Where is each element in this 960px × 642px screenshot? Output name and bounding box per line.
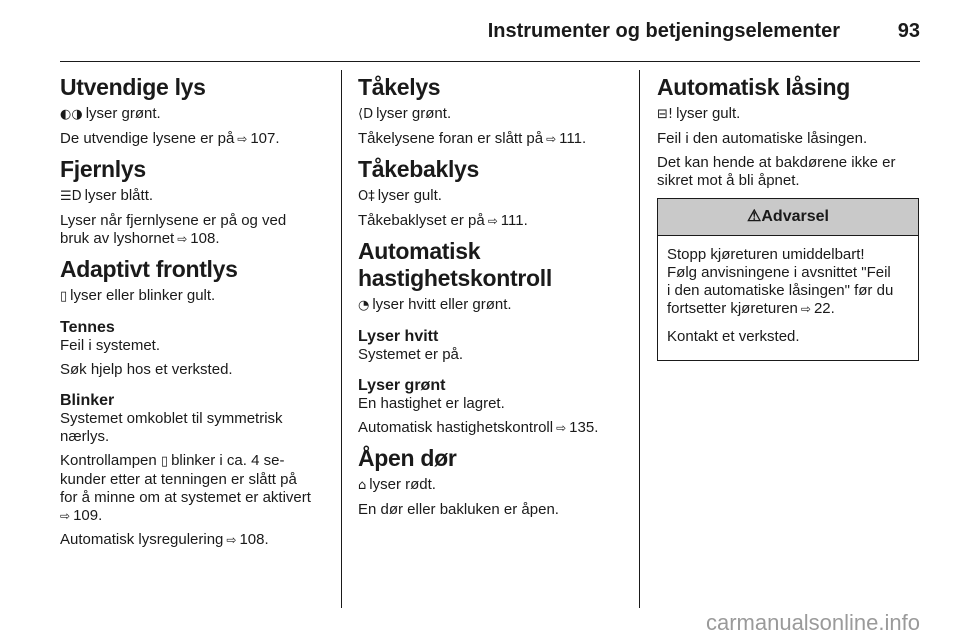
gront-ref[interactable]: 135. [569, 419, 599, 436]
subheading-lyser-gront: Lyser grønt [358, 377, 446, 394]
tennes-line-2: Søk hjelp hos et verksted. [60, 361, 233, 378]
subheading-lyser-hvitt: Lyser hvitt [358, 328, 439, 345]
hastighet-status-text: lyser hvitt eller grønt. [372, 296, 512, 313]
lysregulering-text [60, 531, 328, 549]
page-header [0, 0, 960, 62]
utvendige-text-body: De utvendige lysene er på [60, 130, 235, 147]
blinker-p2: blinker i ca. 4 se- [171, 452, 285, 469]
warning-line-2: Følg anvisningene i avsnittet "Feil [667, 264, 891, 281]
takebaklys-ref[interactable]: 111. [500, 212, 528, 229]
utvendige-status-text: lyser grønt. [85, 105, 161, 122]
dor-status-text: lyser rødt. [369, 476, 436, 493]
hvitt-text: Systemet er på. [358, 346, 464, 363]
takelys-status [358, 105, 623, 124]
hastighet-status [358, 296, 623, 315]
section-title-fjernlys: Fjernlys [60, 156, 146, 182]
lysregulering-ref[interactable]: 108. [239, 531, 269, 548]
takebaklys-text [358, 212, 623, 230]
header-rule [60, 61, 920, 62]
adaptivt-status [60, 287, 328, 306]
lasing-text-2a: Det kan hende at bakdørene ikke er [657, 154, 896, 171]
adaptive-light-icon: ▯ [160, 454, 169, 469]
high-beam-icon: ☰D [60, 189, 82, 204]
lysregulering-body: Automatisk lysregulering [60, 531, 224, 548]
section-title-takelys: Tåkelys [358, 74, 441, 100]
subheading-blinker: Blinker [60, 392, 115, 409]
warning-header [658, 199, 918, 236]
fjernlys-status-text: lyser blått. [84, 187, 154, 204]
utvendige-ref[interactable]: 107. [250, 130, 280, 147]
fog-light-icon: ⟨D [358, 107, 374, 122]
lasing-status [657, 105, 919, 124]
warning-line-4: fortsetter kjøreturen [667, 300, 798, 317]
open-door-icon: ⌂ [358, 478, 367, 493]
lock-fault-icon: ⊟! [657, 107, 674, 122]
utvendige-text [60, 130, 328, 148]
takebaklys-status-text: lyser gult. [377, 187, 442, 204]
adaptivt-status-text: lyser eller blinker gult. [70, 287, 216, 304]
warning-triangle-icon: ⚠ [747, 208, 762, 225]
blinker-p3: kunder etter at tenningen er slått på [60, 471, 297, 488]
arrow-ref-icon: ⇨ [556, 421, 567, 435]
rear-fog-light-icon: O‡ [358, 189, 375, 204]
takelys-text-body: Tåkelysene foran er slått på [358, 130, 544, 147]
fjernlys-status [60, 187, 328, 206]
page-number: 93 [897, 20, 920, 42]
section-title-apen-dor: Åpen dør [358, 445, 457, 471]
blinker-p1: Kontrollampen [60, 452, 157, 469]
blinker-line-2: nærlys. [60, 428, 110, 445]
fjernlys-ref[interactable]: 108. [190, 230, 220, 247]
hastighet-title-1: Automatisk [358, 238, 481, 264]
blinker-lines [60, 410, 328, 446]
warning-line-3: i den automatiske låsingen" før du [667, 282, 894, 299]
arrow-ref-icon: ⇨ [237, 132, 248, 146]
arrow-ref-icon: ⇨ [800, 302, 811, 316]
warning-body [658, 236, 918, 360]
gront-text-2-body: Automatisk hastighetskontroll [358, 419, 554, 436]
hastighet-title-2: hastighetskontroll [358, 265, 552, 291]
takelys-status-text: lyser grønt. [376, 105, 452, 122]
subheading-tennes: Tennes [60, 319, 115, 336]
column-divider-2 [639, 70, 640, 608]
column-2 [358, 70, 623, 612]
blinker-ref[interactable]: 109. [73, 507, 103, 524]
gront-text-1: En hastighet er lagret. [358, 395, 505, 412]
fjernlys-text-1: Lyser når fjernlysene er på og ved [60, 212, 287, 229]
blinker-p4: for å minne om at systemet er aktivert [60, 489, 311, 506]
utvendige-status [60, 105, 328, 124]
dor-text: En dør eller bakluken er åpen. [358, 501, 559, 518]
warning-line-1: Stopp kjøreturen umiddelbart! [667, 246, 865, 263]
dor-status [358, 476, 623, 495]
lasing-status-text: lyser gult. [676, 105, 741, 122]
column-1 [60, 70, 328, 612]
warning-box [657, 198, 919, 361]
column-divider-1 [341, 70, 342, 608]
watermark: carmanualsonline.info [705, 610, 920, 635]
section-title-hastighet [358, 238, 623, 292]
gront-text-2 [358, 419, 623, 437]
takelys-text [358, 130, 623, 148]
arrow-ref-icon: ⇨ [546, 132, 557, 146]
header-title: Instrumenter og betjeningselementer [487, 20, 840, 42]
warning-paragraph-2: Kontakt et verksted. [667, 328, 800, 345]
lasing-text-2b: sikret mot å bli åpnet. [657, 172, 800, 189]
exterior-lights-icon: ◐◑ [60, 107, 83, 122]
column-3 [657, 70, 919, 612]
arrow-ref-icon: ⇨ [226, 533, 237, 547]
blinker-paragraph [60, 452, 328, 525]
fjernlys-text [60, 212, 328, 248]
arrow-ref-icon: ⇨ [60, 509, 71, 523]
cruise-control-icon: ◔ [358, 298, 370, 313]
blinker-line-1: Systemet omkoblet til symmetrisk [60, 410, 283, 427]
tennes-line-1: Feil i systemet. [60, 337, 161, 354]
warning-ref[interactable]: 22. [813, 300, 835, 317]
section-title-takebaklys: Tåkebaklys [358, 156, 480, 182]
lasing-text-2 [657, 154, 919, 190]
takebaklys-status [358, 187, 623, 206]
adaptive-light-icon: ▯ [60, 289, 68, 304]
arrow-ref-icon: ⇨ [177, 232, 188, 246]
section-title-adaptivt: Adaptivt frontlys [60, 256, 238, 282]
takelys-ref[interactable]: 111. [559, 130, 587, 147]
arrow-ref-icon: ⇨ [487, 214, 498, 228]
fjernlys-text-2: bruk av lyshornet [60, 230, 175, 247]
takebaklys-text-body: Tåkebaklyset er på [358, 212, 485, 229]
warning-paragraph-1 [667, 246, 909, 318]
section-title-utvendige-lys: Utvendige lys [60, 74, 206, 100]
section-title-automatisk-lasing: Automatisk låsing [657, 74, 850, 100]
warning-title: Advarsel [761, 208, 829, 225]
lasing-text-1: Feil i den automatiske låsingen. [657, 130, 868, 147]
